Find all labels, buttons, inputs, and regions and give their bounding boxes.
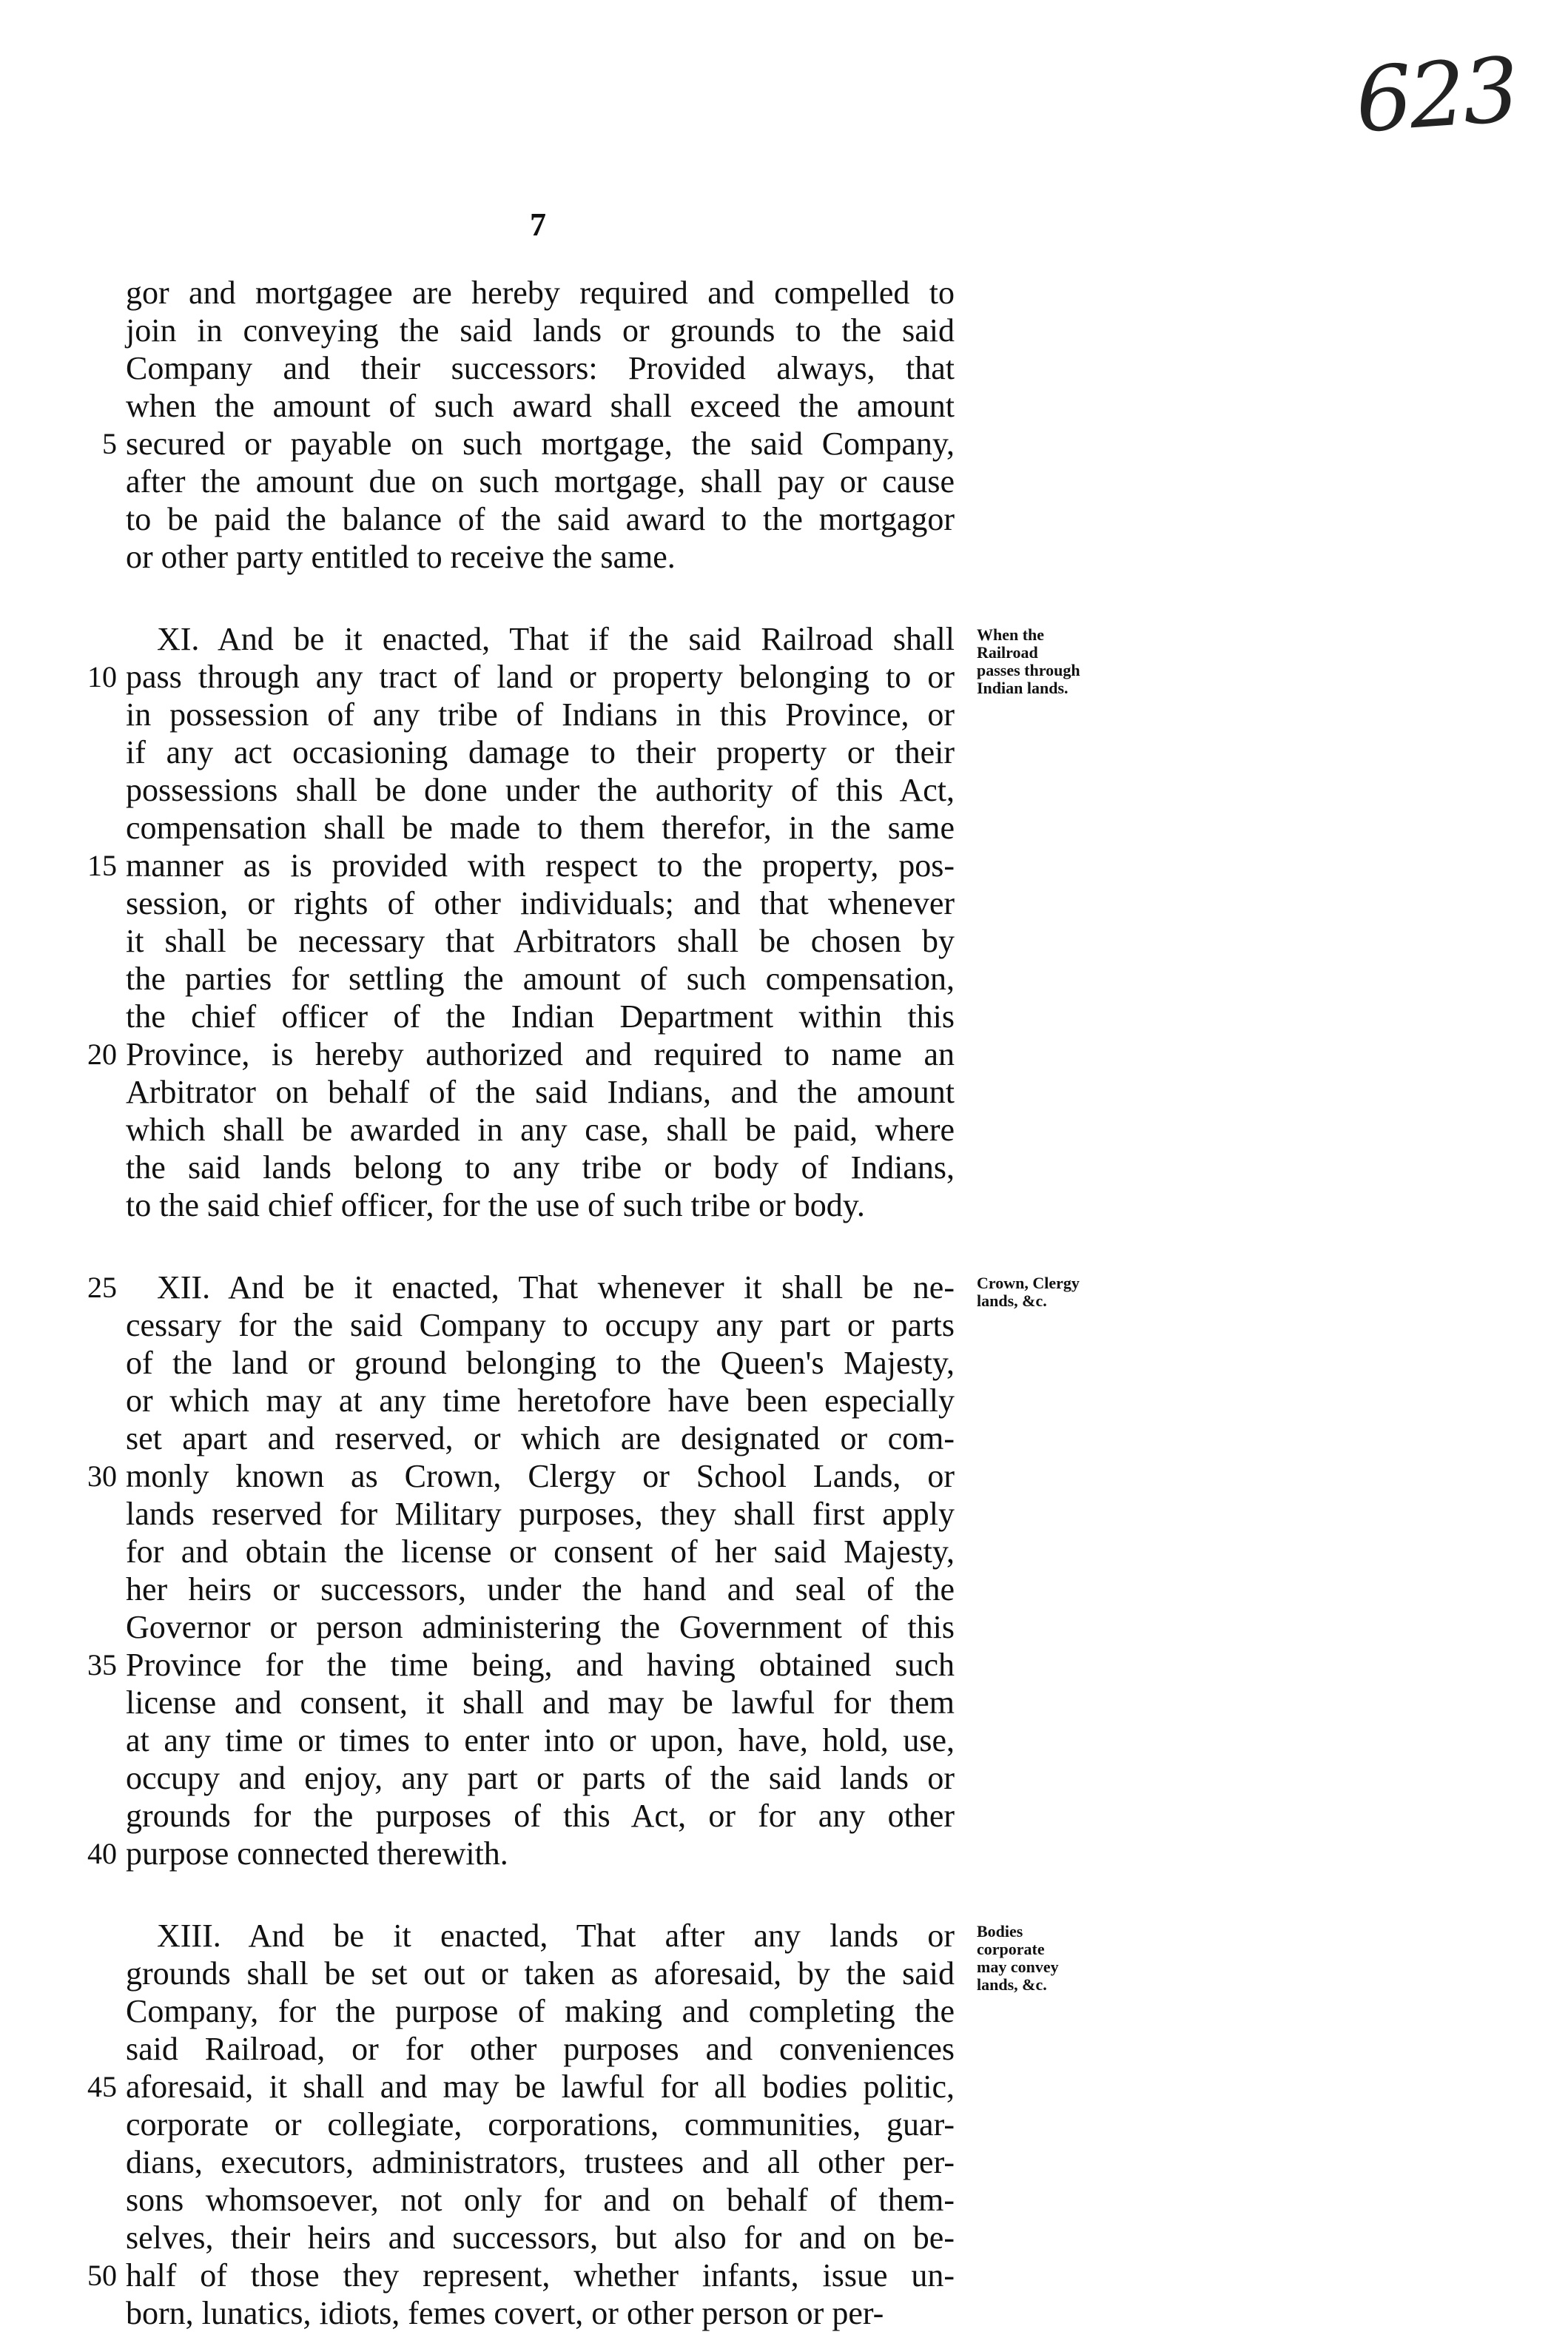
line-number: 20 <box>87 1038 117 1071</box>
line-text: lands reserved for Military purposes, they shall first apply <box>126 1496 955 1532</box>
line-text: compensation shall be made to them therefor, in the same <box>126 810 955 846</box>
text-line <box>126 1495 955 1533</box>
line-number: 5 <box>102 427 117 460</box>
text-line <box>126 2106 955 2143</box>
line-text: when the amount of such award shall exceed the amount <box>126 388 955 424</box>
line-text: monly known as Crown, Clergy or School Lands, or <box>126 1458 955 1494</box>
text-line <box>126 274 955 312</box>
line-text: XI. And be it enacted, That if the said Railroad shall <box>157 621 955 657</box>
line-text: half of those they represent, whether infants, issue un- <box>126 2257 955 2294</box>
paragraph <box>87 1917 955 2332</box>
line-text: at any time or times to enter into or upon, have, hold, use, <box>126 1722 955 1758</box>
line-text: gor and mortgagee are hereby required and compelled to <box>126 275 955 311</box>
line-text: join in conveying the said lands or grounds to the said <box>126 312 955 349</box>
line-text: Company, for the purpose of making and completing the <box>126 1993 955 2029</box>
line-text: Province for the time being, and having obtained such <box>126 1647 955 1683</box>
line-number: 30 <box>87 1459 117 1493</box>
line-number: 50 <box>87 2259 117 2292</box>
margin-note-line: corporate <box>977 1940 1045 1958</box>
line-text: dians, executors, administrators, trustees and all other per- <box>126 2144 955 2180</box>
text-line <box>126 922 955 960</box>
text-line <box>126 2219 955 2257</box>
text-line <box>126 1382 955 1419</box>
text-line <box>126 620 955 658</box>
text-line <box>126 387 955 425</box>
margin-note-line: lands, &c. <box>977 1975 1047 1994</box>
margin-note-line: Indian lands. <box>977 679 1069 697</box>
document-body <box>87 274 1080 2332</box>
line-text: after the amount due on such mortgage, shall pay or cause <box>126 463 955 500</box>
margin-note-line: When the <box>977 625 1045 644</box>
margin-note <box>977 1923 1125 1994</box>
text-line <box>126 1917 955 1955</box>
line-text: it shall be necessary that Arbitrators shall be chosen by <box>126 923 955 959</box>
text-line <box>126 349 955 387</box>
line-number: 35 <box>87 1648 117 1681</box>
line-text: the chief officer of the Indian Department within this <box>126 998 955 1035</box>
line-text: Company and their successors: Provided always, that <box>126 350 955 386</box>
text-line <box>87 1835 955 1872</box>
line-text: to be paid the balance of the said award to the mortgagor <box>126 501 955 537</box>
line-text: XII. And be it enacted, That whenever it shall be ne- <box>157 1269 955 1306</box>
paragraph-gap <box>126 1872 955 1917</box>
line-text: possessions shall be done under the authority of this Act, <box>126 772 955 808</box>
line-text: session, or rights of other individuals; and that whenever <box>126 885 955 921</box>
line-text: grounds shall be set out or taken as aforesaid, by the said <box>126 1955 955 1992</box>
line-text: secured or payable on such mortgage, the said Company, <box>126 426 955 462</box>
line-text: manner as is provided with respect to the property, pos- <box>126 847 955 884</box>
line-text: of the land or ground belonging to the Queen's Majesty, <box>126 1345 955 1381</box>
paragraph <box>87 620 955 1224</box>
text-line <box>87 1457 955 1495</box>
text-line <box>126 1955 955 1992</box>
paragraph <box>87 1269 955 1872</box>
text-line <box>126 998 955 1035</box>
line-text: the said lands belong to any tribe or body of Indians, <box>126 1149 955 1186</box>
line-text: which shall be awarded in any case, shall be paid, where <box>126 1112 955 1148</box>
text-line <box>126 500 955 538</box>
text-line <box>87 1646 955 1684</box>
line-text: occupy and enjoy, any part or parts of the said lands or <box>126 1760 955 1796</box>
text-line <box>126 1684 955 1721</box>
text-line <box>126 1533 955 1570</box>
line-text: XIII. And be it enacted, That after any lands or <box>157 1918 955 1954</box>
margin-note <box>977 626 1125 697</box>
text-line <box>126 1992 955 2030</box>
paragraph-gap <box>126 1224 955 1269</box>
line-text: pass through any tract of land or property belonging to or <box>126 659 955 695</box>
text-line <box>126 1419 955 1457</box>
margin-note-line: lands, &c. <box>977 1291 1047 1310</box>
margin-note-line: may convey <box>977 1958 1059 1976</box>
paragraph <box>102 274 955 576</box>
line-text: selves, their heirs and successors, but also for and on be- <box>126 2220 955 2256</box>
text-line <box>126 312 955 349</box>
line-text: or other party entitled to receive the same. <box>126 539 676 575</box>
line-text: aforesaid, it shall and may be lawful for all bodies politic, <box>126 2069 955 2105</box>
text-line <box>126 1797 955 1835</box>
text-line <box>126 696 955 733</box>
text-line <box>126 2181 955 2219</box>
line-number: 15 <box>87 849 117 882</box>
page-number: 7 <box>530 206 546 243</box>
line-text: sons whomsoever, not only for and on behalf of them- <box>126 2182 955 2218</box>
paragraph-gap <box>126 576 955 620</box>
margin-note-line: Crown, Clergy <box>977 1274 1080 1292</box>
text-line <box>126 538 955 576</box>
line-number: 45 <box>87 2070 117 2103</box>
text-line <box>126 1306 955 1344</box>
handwritten-folio-number: 623 <box>1352 38 1520 153</box>
line-text: if any act occasioning damage to their property or their <box>126 734 955 770</box>
text-line <box>87 847 955 884</box>
text-line <box>126 463 955 500</box>
margin-note-line: passes through <box>977 661 1080 679</box>
text-line <box>126 1608 955 1646</box>
line-text: for and obtain the license or consent of her said Majesty, <box>126 1533 955 1570</box>
text-line <box>126 1073 955 1111</box>
text-line <box>126 1186 955 1224</box>
margin-note <box>977 1274 1125 1310</box>
line-text: grounds for the purposes of this Act, or for any other <box>126 1798 955 1834</box>
line-text: set apart and reserved, or which are designated or com- <box>126 1420 955 1456</box>
margin-note-line: Railroad <box>977 643 1038 662</box>
text-line <box>102 425 955 463</box>
text-line <box>126 1111 955 1149</box>
text-line <box>126 884 955 922</box>
line-text: in possession of any tribe of Indians in this Province, or <box>126 696 955 733</box>
text-line <box>126 733 955 771</box>
margin-note-line: Bodies <box>977 1922 1023 1940</box>
line-text: said Railroad, or for other purposes and conveniences <box>126 2031 955 2067</box>
line-text: or which may at any time heretofore have been especially <box>126 1382 955 1419</box>
text-line <box>87 1035 955 1073</box>
line-text: born, lunatics, idiots, femes covert, or other person or per- <box>126 2295 884 2331</box>
text-line <box>126 809 955 847</box>
text-line <box>126 1149 955 1186</box>
text-line <box>126 2143 955 2181</box>
line-number: 40 <box>87 1837 117 1870</box>
text-line <box>87 1269 955 1306</box>
text-line <box>126 960 955 998</box>
text-line <box>87 2257 955 2294</box>
line-text: her heirs or successors, under the hand and seal of the <box>126 1571 955 1607</box>
line-text: license and consent, it shall and may be lawful for them <box>126 1684 955 1721</box>
line-text: Governor or person administering the Government of this <box>126 1609 955 1645</box>
line-text: Arbitrator on behalf of the said Indians, and the amount <box>126 1074 955 1110</box>
text-line <box>126 2294 955 2332</box>
text-line <box>126 1759 955 1797</box>
line-number: 10 <box>87 660 117 693</box>
text-line <box>87 658 955 696</box>
text-line <box>126 1344 955 1382</box>
line-text: the parties for settling the amount of such compensation, <box>126 961 955 997</box>
text-line <box>87 2068 955 2106</box>
line-text: to the said chief officer, for the use of such tribe or body. <box>126 1187 865 1223</box>
line-text: corporate or collegiate, corporations, communities, guar- <box>126 2106 955 2143</box>
text-line <box>126 1570 955 1608</box>
line-text: purpose connected therewith. <box>126 1835 508 1872</box>
line-text: cessary for the said Company to occupy any part or parts <box>126 1307 955 1343</box>
line-text: Province, is hereby authorized and required to name an <box>126 1036 955 1072</box>
text-line <box>126 2030 955 2068</box>
text-line <box>126 771 955 809</box>
line-number: 25 <box>87 1271 117 1304</box>
text-line <box>126 1721 955 1759</box>
